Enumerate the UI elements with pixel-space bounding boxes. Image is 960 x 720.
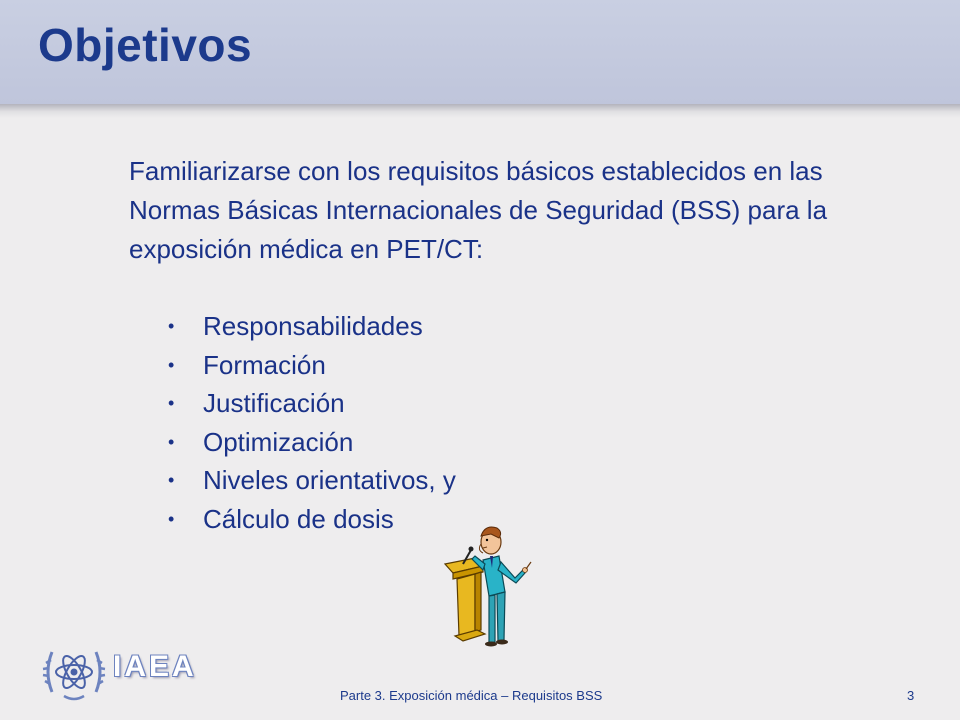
speaker-at-podium-icon [425,520,535,648]
iaea-logo-icon [40,638,108,706]
list-item-label: Niveles orientativos, y [203,465,456,495]
list-item-label: Justificación [203,388,345,418]
bullet-dot-icon: • [168,508,175,529]
list-item [165,346,456,385]
slide-title: Objetivos [38,19,253,71]
list-item [165,384,456,423]
list-item [165,461,456,500]
iaea-logo-text: IAEA [113,650,197,683]
list-item [165,307,456,346]
bullet-dot-icon: • [168,316,175,336]
footer-caption: Parte 3. Exposición médica – Requisitos BSS [340,688,603,703]
list-item [165,500,456,539]
list-item [165,423,456,462]
bullet-dot-icon: • [168,354,175,375]
list-item-label: Cálculo de dosis [203,503,394,534]
list-item-label: Optimización [203,426,354,457]
list-item-label: Responsabilidades [203,311,423,341]
intro-paragraph: Familiarizarse con los requisitos básicos establecidos en las Normas Básicas Internacionales de Seguridad (BSS) para la exposición médica en PET/CT: [129,156,828,264]
bullet-dot-icon: • [168,470,175,490]
list-item-label: Formación [203,349,326,380]
bullet-dot-icon: • [168,431,175,452]
header-shadow [0,104,960,118]
page-number: 3 [907,688,915,703]
objectives-list [165,307,456,538]
bullet-dot-icon: • [168,393,175,413]
